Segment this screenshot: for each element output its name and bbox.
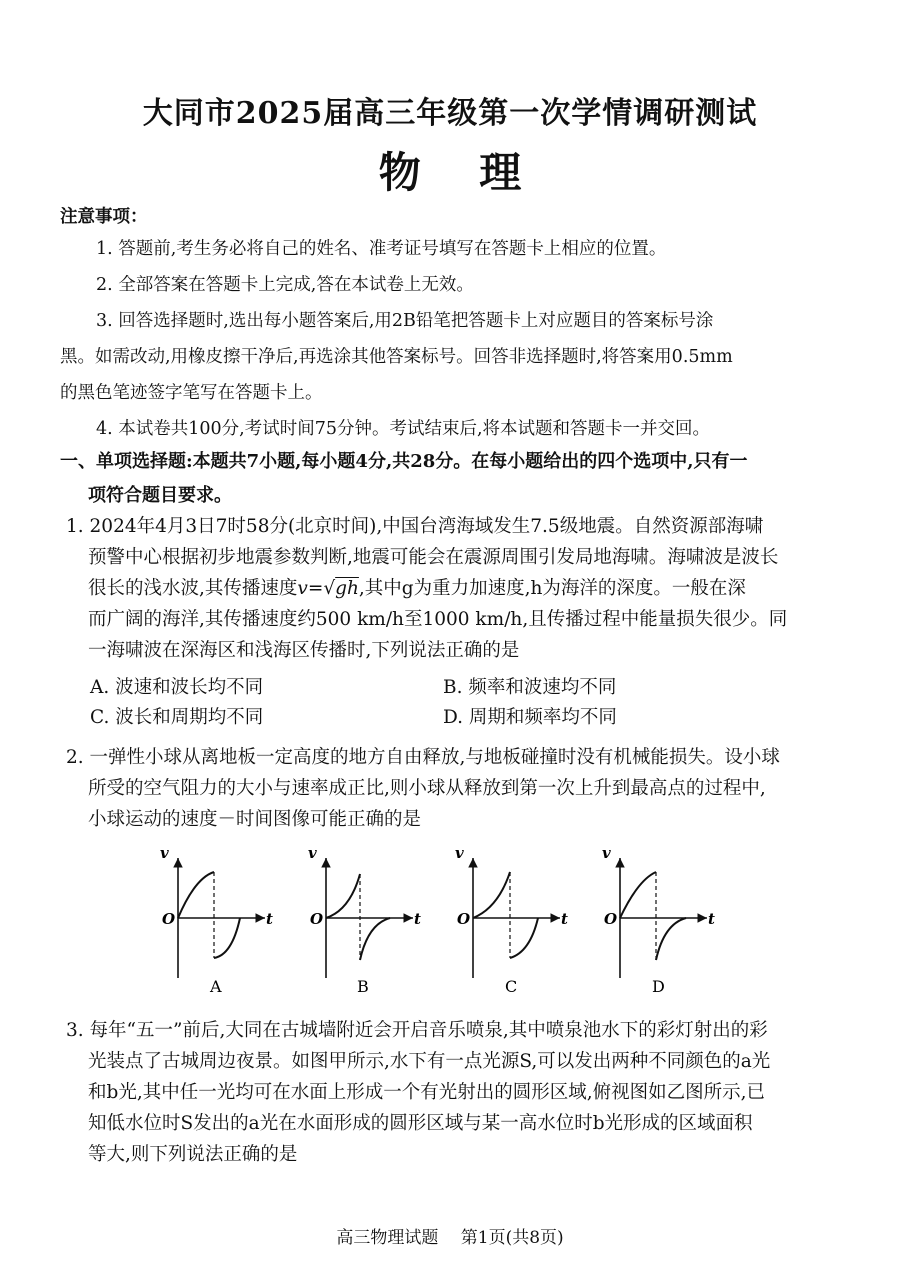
notice-heading: 注意事项： [60, 207, 148, 227]
q1-option-d: D. 周期和频率均不同 [443, 707, 617, 728]
vt-graphs-figure [150, 838, 750, 1008]
q2-line-1: 2. 一弹性小球从离地板一定高度的地方自由释放,与地板碰撞时没有机械能损失。设小球 [66, 747, 780, 768]
formula-v: v [297, 578, 308, 599]
q1-option-a: A. 波速和波长均不同 [90, 677, 264, 698]
graph-d [602, 844, 715, 996]
graph-b-v-label: v [308, 844, 317, 862]
graph-c-origin: O [457, 910, 471, 928]
graph-d-label: D [652, 977, 665, 996]
q1-line-3-pre: 很长的浅水波,其传播速度 [88, 578, 298, 599]
graph-a-origin: O [162, 910, 176, 928]
formula-eq: =√ [307, 578, 336, 599]
notice-item-3-line-2: 黑。如需改动,用橡皮擦干净后,再选涂其他答案标号。回答非选择题时,将答案用0.5mm [60, 347, 733, 367]
graph-c-label: C [505, 977, 518, 996]
q1-option-c: C. 波长和周期均不同 [90, 707, 264, 728]
section-1-heading-line-2: 项符合题目要求。 [88, 485, 232, 506]
q3-line-4: 知低水位时S发出的a光在水面形成的圆形区域与某一高水位时b光形成的区域面积 [88, 1113, 753, 1134]
q3-line-5: 等大,则下列说法正确的是 [88, 1144, 298, 1165]
graph-a-label: A [210, 977, 222, 996]
q3-line-1: 3. 每年“五一”前后,大同在古城墙附近会开启音乐喷泉,其中喷泉池水下的彩灯射出的彩 [66, 1020, 768, 1041]
page-footer: 高三物理试题 第1页(共8页) [336, 1228, 564, 1248]
q1-line-3-post: ,其中g为重力加速度,h为海洋的深度。一般在深 [358, 578, 746, 599]
graph-c-t-label: t [561, 910, 568, 928]
q2-line-2: 所受的空气阻力的大小与速率成正比,则小球从释放到第一次上升到最高点的过程中, [88, 778, 766, 799]
q1-line-4: 而广阔的海洋,其传播速度约500 km/h至1000 km/h,且传播过程中能量损失很少。同 [88, 609, 788, 630]
graph-d-origin: O [604, 910, 618, 928]
graph-a-t-label: t [266, 910, 273, 928]
q1-line-5: 一海啸波在深海区和浅海区传播时,下列说法正确的是 [88, 640, 520, 661]
notice-item-4: 4. 本试卷共100分,考试时间75分钟。考试结束后,将本试题和答题卡一并交回。 [96, 419, 711, 439]
notice-item-2: 2. 全部答案在答题卡上完成,答在本试卷上无效。 [96, 275, 474, 295]
graph-c-v-label: v [455, 844, 464, 862]
graph-b-label: B [357, 977, 369, 996]
graph-a-v-label: v [160, 844, 169, 862]
graph-d-v-label: v [602, 844, 611, 862]
graph-a [160, 844, 273, 996]
section-1-heading-line-1: 一、单项选择题:本题共7小题,每小题4分,共28分。在每小题给出的四个选项中,只有一 [60, 451, 748, 472]
graph-b-t-label: t [414, 910, 421, 928]
subject-title: 物 理 [378, 148, 544, 197]
notice-item-3-line-3: 的黑色笔迹签字笔写在答题卡上。 [60, 383, 323, 403]
exam-title: 大同市2025届高三年级第一次学情调研测试 [142, 96, 758, 131]
graph-b [308, 844, 421, 996]
q1-line-2: 预警中心根据初步地震参数判断,地震可能会在震源周围引发局地海啸。海啸波是波长 [88, 547, 779, 568]
q3-line-2: 光装点了古城周边夜景。如图甲所示,水下有一点光源S,可以发出两种不同颜色的a光 [88, 1051, 771, 1072]
formula-gh: gh [335, 578, 359, 599]
q1-line-3 [88, 576, 746, 602]
notice-item-1: 1. 答题前,考生务必将自己的姓名、准考证号填写在答题卡上相应的位置。 [96, 239, 667, 259]
graph-d-t-label: t [708, 910, 715, 928]
graph-b-origin: O [310, 910, 324, 928]
q1-line-1: 1. 2024年4月3日7时58分(北京时间),中国台湾海域发生7.5级地震。自然资源部海啸 [66, 516, 764, 537]
q2-line-3: 小球运动的速度－时间图像可能正确的是 [88, 809, 422, 830]
graph-c [455, 844, 568, 996]
notice-item-3-line-1: 3. 回答选择题时,选出每小题答案后,用2B铅笔把答题卡上对应题目的答案标号涂 [96, 311, 714, 331]
q1-option-b: B. 频率和波速均不同 [443, 677, 617, 698]
q3-line-3: 和b光,其中任一光均可在水面上形成一个有光射出的圆形区域,俯视图如乙图所示,已 [88, 1082, 765, 1103]
